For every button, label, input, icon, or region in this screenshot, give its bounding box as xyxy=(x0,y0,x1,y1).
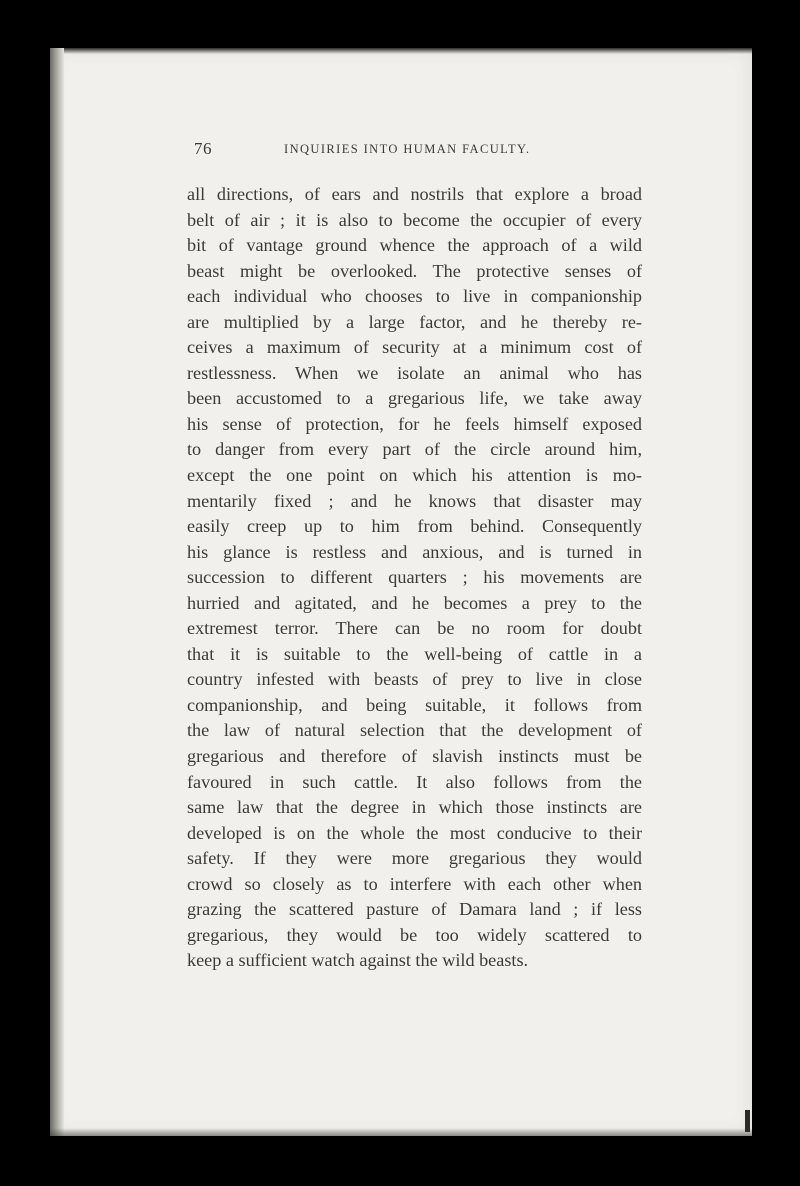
text-line: crowd so closely as to interfere with each other when xyxy=(187,873,642,894)
text-line: gregarious and therefore of slavish instincts must be xyxy=(187,746,642,767)
text-line: favoured in such cattle. It also follows from the xyxy=(187,771,642,792)
text-line: bit of vantage ground whence the approach of a wild xyxy=(187,235,642,256)
text-line: restlessness. When we isolate an animal who has xyxy=(187,362,642,383)
text-line: hurried and agitated, and he becomes a prey to the xyxy=(187,592,642,613)
text-line: to danger from every part of the circle around him, xyxy=(187,439,642,460)
text-line: gregarious, they would be too widely scattered to xyxy=(187,924,642,945)
text-line: the law of natural selection that the development of xyxy=(187,720,642,741)
text-line: succession to different quarters ; his movements are xyxy=(187,567,642,588)
text-line: safety. If they were more gregarious they would xyxy=(187,848,642,869)
page-number: 76 xyxy=(194,139,212,158)
text-line: same law that the degree in which those instincts are xyxy=(187,797,642,818)
page-header xyxy=(194,139,574,163)
text-line: easily creep up to him from behind. Consequently xyxy=(187,516,642,537)
body-text xyxy=(187,182,642,974)
text-line: his sense of protection, for he feels himself exposed xyxy=(187,413,642,434)
text-line: keep a sufficient watch against the wild beasts. xyxy=(187,950,529,971)
text-line: extremest terror. There can be no room for doubt xyxy=(187,618,642,639)
text-line: companionship, and being suitable, it follows from xyxy=(187,694,642,715)
text-line: ceives a maximum of security at a minimum cost of xyxy=(187,337,642,358)
text-line: that it is suitable to the well-being of cattle in a xyxy=(187,643,642,664)
text-line: developed is on the whole the most conducive to their xyxy=(187,822,642,843)
text-line: belt of air ; it is also to become the occupier of every xyxy=(187,209,642,230)
page-edge-mark xyxy=(745,1110,750,1132)
text-line: been accustomed to a gregarious life, we take away xyxy=(187,388,642,409)
running-title: INQUIRIES INTO HUMAN FACULTY. xyxy=(284,142,531,156)
text-line: country infested with beasts of prey to live in close xyxy=(187,669,642,690)
text-line: his glance is restless and anxious, and is turned in xyxy=(187,541,642,562)
text-line: except the one point on which his attention is mo- xyxy=(187,465,642,486)
page-top-edge xyxy=(64,48,752,54)
text-line: grazing the scattered pasture of Damara land ; if less xyxy=(187,899,642,920)
text-line: each individual who chooses to live in companionship xyxy=(187,286,642,307)
text-line: beast might be overlooked. The protective senses of xyxy=(187,260,642,281)
text-line: are multiplied by a large factor, and he thereby re- xyxy=(187,311,642,332)
text-line: all directions, of ears and nostrils that explore a broad xyxy=(187,184,642,204)
text-line: mentarily fixed ; and he knows that disaster may xyxy=(187,490,642,511)
